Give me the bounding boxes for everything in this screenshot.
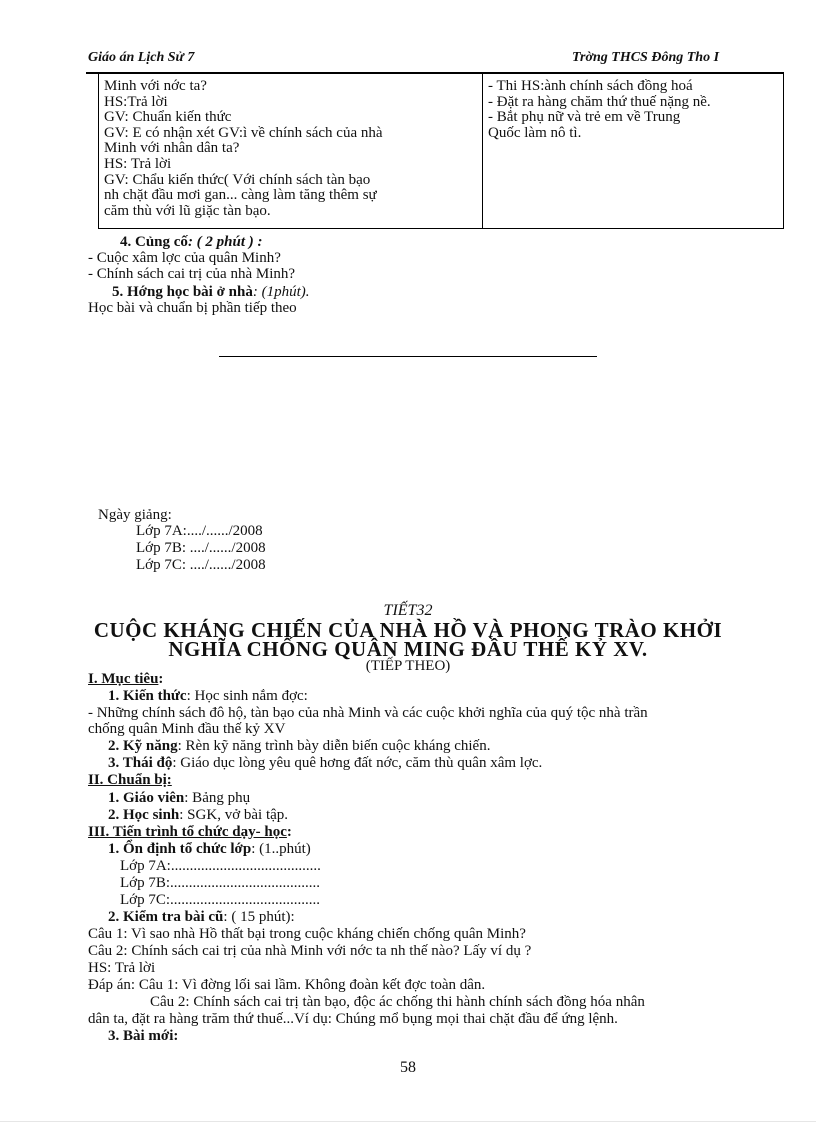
- header-left: Giáo án Lịch Sử 7: [88, 50, 195, 65]
- lesson-title-line2: NGHĨA CHỐNG QUÂN MING ĐẦU THẾ KỶ XV.: [168, 637, 648, 661]
- kynang-line: 2. Kỹ năng: Rèn kỹ năng trình bày diễn biến cuộc kháng chiến.: [108, 738, 491, 754]
- header-right: Trờng THCS Đông Tho I: [572, 50, 720, 65]
- cungco-item: - Chính sách cai trị của nhà Minh?: [88, 266, 296, 282]
- ngaygiang-class: Lớp 7C: ..../....../2008: [136, 557, 266, 573]
- kienthuc-detail: - Những chính sách đô hộ, tàn bạo của nhà Minh và các cuộc khởi nghĩa của quý tộc nhà trần: [88, 705, 648, 721]
- baimoi-heading: 3. Bài mới:: [108, 1028, 179, 1044]
- ngaygiang-class: Lớp 7A:..../....../2008: [136, 523, 263, 539]
- ngaygiang-class: Lớp 7B: ..../....../2008: [136, 540, 266, 556]
- lesson-subtitle: (TIẾP THEO): [365, 658, 451, 674]
- huongdan-heading: 5. Hớng học bài ở nhà: (1phút).: [112, 284, 310, 300]
- table-right-cell: - Thi HS:ành chính sách đồng hoá - Đặt ra hàng chăm thứ thuế nặng nề. - Bắt phụ nữ và trẻ em về Trung Quốc làm nô tì.: [488, 78, 711, 141]
- kiemtra-cau2: Câu 2: Chính sách cai trị của nhà Minh với nớc ta nh thế nào? Lấy ví dụ ?: [88, 943, 532, 959]
- ondinh-class: Lớp 7B:........................................: [120, 875, 321, 891]
- ngaygiang-label: Ngày giảng:: [98, 507, 172, 523]
- page-number: 58: [400, 1059, 416, 1076]
- chuanbi-hs: 2. Học sinh: SGK, vở bài tập.: [108, 807, 289, 823]
- tientrinh-heading: III. Tiến trình tổ chức dạy- học:: [88, 824, 292, 840]
- page-edge: [0, 1121, 816, 1122]
- cungco-heading: 4. Củng cố: ( 2 phút ) :: [120, 234, 263, 250]
- thaido-line: 3. Thái độ: Giáo dục lòng yêu quê hơng đất nớc, căm thù quân xâm lợc.: [108, 755, 543, 771]
- dapan-2-cont: dân ta, đặt ra hàng trăm thứ thuế...Ví dụ: Chúng mổ bụng mọi thai chặt đầu để ứng lệnh.: [88, 1011, 618, 1027]
- table-left-cell: Minh với nớc ta? HS:Trả lời GV: Chuẩn kiến thức GV: E có nhận xét GV:ì về chính sách của nhà Minh với nhân dân ta? HS: Trả lời GV: Chẩu kiến thức( Với chính sách tàn bạo nh chặt đầu mơi gan... càng làm tăng thêm sự căm thù với lũ giặc tàn bạo.: [104, 78, 383, 219]
- chuanbi-gv: 1. Giáo viên: Bảng phụ: [108, 790, 251, 806]
- ondinh-class: Lớp 7A:........................................: [120, 858, 321, 874]
- kienthuc-line: 1. Kiến thức: Học sinh nắm đợc:: [108, 688, 308, 704]
- section-divider: [219, 356, 597, 357]
- huongdan-text: Học bài và chuẩn bị phần tiếp theo: [88, 300, 297, 316]
- lesson-tiet: TIẾT32: [383, 602, 433, 619]
- dapan-1: Đáp án: Câu 1: Vì đờng lối sai lầm. Không đoàn kết đợc toàn dân.: [88, 977, 486, 993]
- kiemtra-line: 2. Kiểm tra bài cũ: ( 15 phút):: [108, 909, 295, 925]
- kiemtra-hs: HS: Trả lời: [88, 960, 156, 976]
- kienthuc-detail: chống quân Minh đầu thế kỷ XV: [88, 721, 286, 737]
- header-rule: [86, 72, 784, 74]
- lesson-title-line1: CUỘC KHÁNG CHIẾN CỦA NHÀ HỒ VÀ PHONG TRÀO KHỞI: [93, 618, 723, 642]
- dapan-2: Câu 2: Chính sách cai trị tàn bạo, độc ác chống thi hành chính sách đồng hóa nhân: [150, 994, 645, 1010]
- chuanbi-heading: II. Chuẩn bị:: [88, 772, 172, 788]
- kiemtra-cau1: Câu 1: Vì sao nhà Hồ thất bại trong cuộc kháng chiến chống quân Minh?: [88, 926, 526, 942]
- ondinh-line: 1. Ổn định tổ chức lớp: (1..phút): [108, 841, 311, 857]
- muctieu-heading: I. Mục tiêu:: [88, 671, 164, 687]
- cungco-item: - Cuộc xâm lợc của quân Minh?: [88, 250, 281, 266]
- ondinh-class: Lớp 7C:........................................: [120, 892, 321, 908]
